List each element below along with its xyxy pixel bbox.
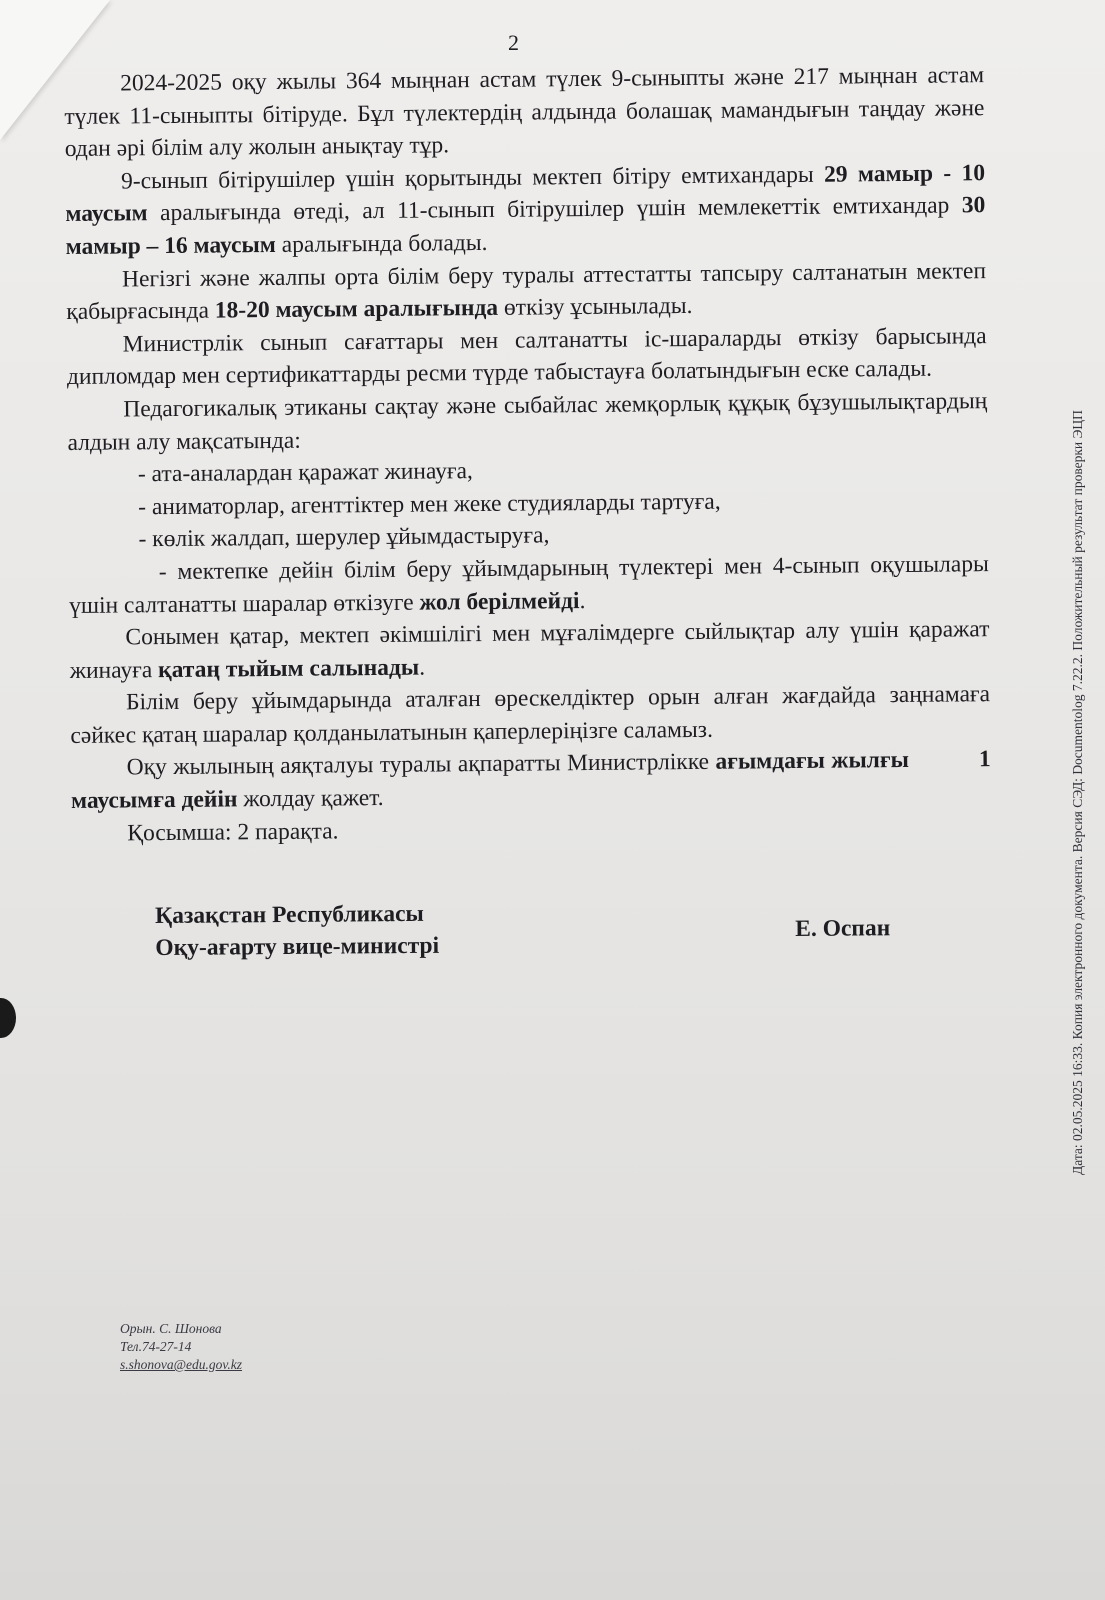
list-item: - көлік жалдап, шерулер ұйымдастыруға, [138, 522, 550, 553]
paragraph-ethics: Педагогикалық этиканы сақтау және сыбайлас жемқорлық құқық бұзушылықтардың алдын алу мақсатында: [67, 388, 988, 456]
paragraph-exams: 9-сынып бітірушілер үшін қорытынды мектеп бітіру емтихандары 29 мамыр - 10 маусым аралығында өтеді, ал 11-сынып бітірушілер үшін мемлекеттік емтихандар 30 мамыр – 16 маусым аралығында болады. [65, 159, 986, 260]
executor-email: s.shonova@edu.gov.kz [120, 1357, 243, 1372]
list-item: - ата-аналардан қаражат жинауға, [137, 458, 473, 488]
current-year-phrase: ағымдағы жылғы [715, 747, 910, 776]
signer-title: Оқу-ағарту вице-министрі [155, 932, 440, 961]
page-number: 2 [508, 30, 519, 55]
punch-hole [0, 998, 16, 1038]
paragraph-prohibition: Сонымен қатар, мектеп әкімшілігі мен мұғалімдерге сыйлықтар алу үшін қаражат жинауға қатаң тыйым салынады. [69, 616, 990, 684]
signer-name: Е. Оспан [795, 915, 891, 942]
list-item: - мектепке дейін білім беру ұйымдарының түлектері мен 4-сынып оқушылары үшін салтанатты шаралар өткізуге жол берілмейді. [69, 551, 989, 619]
list-item: - аниматорлар, агенттіктер мен жеке студияларды тартуға, [138, 488, 721, 521]
signature-block [155, 894, 915, 964]
deadline-date: 1 маусымға дейін [70, 746, 991, 815]
executor-name: Орын. С. Шонова [120, 1321, 222, 1336]
letter-body [64, 59, 991, 850]
executor-info [120, 1320, 242, 1374]
exam-dates-11: 30 мамыр – 16 маусым [65, 192, 986, 260]
exam-dates-9: 29 мамыр - 10 маусым [65, 159, 986, 228]
paragraph-measures: Білім беру ұйымдарында аталған өрескелдіктер орын алған жағдайда заңнамаға сәйкес қатаң шаралар қолданылатынын қаперлеріңізге саламыз. [70, 681, 991, 749]
paragraph-reminder: Министрлік сынып сағаттары мен салтанатты іс-шараларды өткізу барысында дипломдар мен сертификаттарды ресми түрде табыстауға болатындығын еске салады. [66, 322, 987, 391]
paragraph-attachment: Қосымша: 2 парақта. [127, 818, 339, 847]
edms-stamp: Дата: 02.05.2025 16:33. Копия электронного документа. Версия СЭД: Documentolog 7.22.2. Положительный результат проверки ЭЦП [1070, 410, 1085, 1175]
paragraph-ceremony: Негізгі және жалпы орта білім беру туралы аттестатты тапсыру салтанатын мектеп қабырғасында 18-20 маусым аралығында өткізу ұсынылады. [66, 257, 987, 326]
executor-phone: Тел.74-27-14 [120, 1339, 192, 1354]
paragraph-deadline: Оқу жылының аяқталуы туралы ақпаратты Министрлікке ағымдағы жылғы 1 маусымға дейін жолдау қажет. [70, 746, 991, 815]
ceremony-dates: 18-20 маусым аралығында [214, 295, 499, 324]
signer-org: Қазақстан Республикасы [155, 900, 424, 929]
paragraph-graduates: 2024-2025 оқу жылы 364 мыңнан астам түлек 9-сыныпты және 217 мыңнан астам түлек 11-сыныпты бітіруде. Бұл түлектердің алдында болашақ мамандығын таңдау және одан әрі білім алу жолын анықтау тұр. [64, 62, 985, 163]
not-allowed-phrase: жол берілмейді [419, 587, 580, 616]
strictly-prohibited-phrase: қатаң тыйым салынады [157, 654, 420, 683]
